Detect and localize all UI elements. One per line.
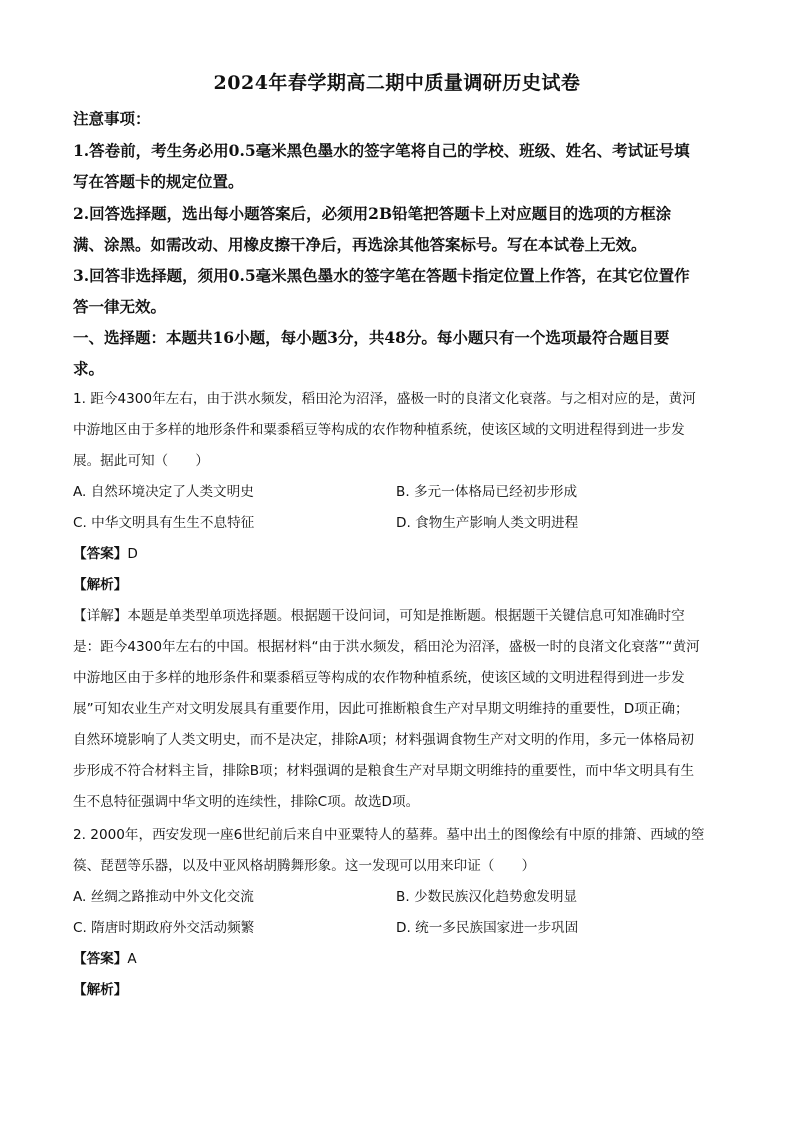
- answer-value: D: [127, 546, 138, 562]
- analysis-label: 【解析】: [73, 577, 128, 593]
- notice-line: 答一律无效。: [73, 297, 167, 316]
- detail-line: 自然环境影响了人类文明史，而不是决定，排除A项；材料强调食物生产对文明的作用，多元一体格局初: [73, 732, 695, 748]
- notice-line: 写在答题卡的规定位置。: [73, 172, 244, 191]
- option-a: A. 丝绸之路推动中外文化交流: [73, 889, 254, 905]
- option-a: A. 自然环境决定了人类文明史: [73, 484, 254, 500]
- option-d: D. 统一多民族国家进一步巩固: [396, 920, 579, 936]
- answer-line: [73, 944, 137, 975]
- answer-label: 【答案】: [73, 546, 128, 562]
- option-d: D. 食物生产影响人类文明进程: [396, 515, 579, 531]
- notice-line: 2.回答选择题，选出每小题答案后，必须用2B铅笔把答题卡上对应题目的选项的方框涂: [73, 204, 672, 223]
- answer-line: [73, 539, 138, 570]
- page-title: 2024年春学期高二期中质量调研历史试卷: [213, 72, 581, 94]
- answer-label: 【答案】: [73, 951, 128, 967]
- answer-value: A: [127, 951, 137, 967]
- notice-line: 1.答卷前，考生务必用0.5毫米黑色墨水的签字笔将自己的学校、班级、姓名、考试证号填: [73, 141, 690, 160]
- question-stem: 篌、琵琶等乐器，以及中亚风格胡腾舞形象。这一发现可以用来印证（ ）: [73, 858, 536, 874]
- notice-line: 满、涂黑。如需改动、用橡皮擦干净后，再选涂其他答案标号。写在本试卷上无效。: [73, 235, 647, 254]
- section-heading: 求。: [73, 359, 105, 378]
- question-stem: 2. 2000年，西安发现一座6世纪前后来自中亚粟特人的墓葬。墓中出土的图像绘有中原的排箫、西域的箜: [73, 827, 705, 843]
- detail-line: 中游地区由于多样的地形条件和粟黍稻豆等构成的农作物种植系统，使该区域的文明进程得到进一步发: [73, 670, 685, 686]
- section-heading: 一、选择题：本题共16小题，每小题3分，共48分。每小题只有一个选项最符合题目要: [73, 328, 670, 347]
- option-b: B. 少数民族汉化趋势愈发明显: [396, 889, 578, 905]
- detail-line: 展”可知农业生产对文明发展具有重要作用，因此可推断粮食生产对早期文明维持的重要性，D项正确；: [73, 701, 689, 717]
- detail-line: 步形成不符合材料主旨，排除B项；材料强调的是粮食生产对早期文明维持的重要性，而中华文明具有生: [73, 763, 695, 779]
- question-stem: 展。据此可知（ ）: [73, 453, 209, 469]
- notice-line: 3.回答非选择题，须用0.5毫米黑色墨水的签字笔在答题卡指定位置上作答，在其它位置作: [73, 266, 690, 285]
- analysis-label: 【解析】: [73, 982, 128, 998]
- detail-line: 【详解】本题是单类型单项选择题。根据题干设问词，可知是推断题。根据题干关键信息可知准确时空: [73, 608, 685, 624]
- notice-heading: 注意事项：: [73, 109, 151, 128]
- detail-line: 是：距今4300年左右的中国。根据材料“由于洪水频发，稻田沦为沼泽，盛极一时的良渚文化衰落”“黄河: [73, 639, 700, 655]
- option-c: C. 中华文明具有生生不息特征: [73, 515, 255, 531]
- question-stem: 1. 距今4300年左右，由于洪水频发，稻田沦为沼泽，盛极一时的良渚文化衰落。与之相对应的是，黄河: [73, 391, 696, 407]
- detail-line: 生不息特征强调中华文明的连续性，排除C项。故选D项。: [73, 794, 420, 810]
- question-stem: 中游地区由于多样的地形条件和粟黍稻豆等构成的农作物种植系统，使该区域的文明进程得到进一步发: [73, 422, 685, 438]
- option-c: C. 隋唐时期政府外交活动频繁: [73, 920, 255, 936]
- option-b: B. 多元一体格局已经初步形成: [396, 484, 578, 500]
